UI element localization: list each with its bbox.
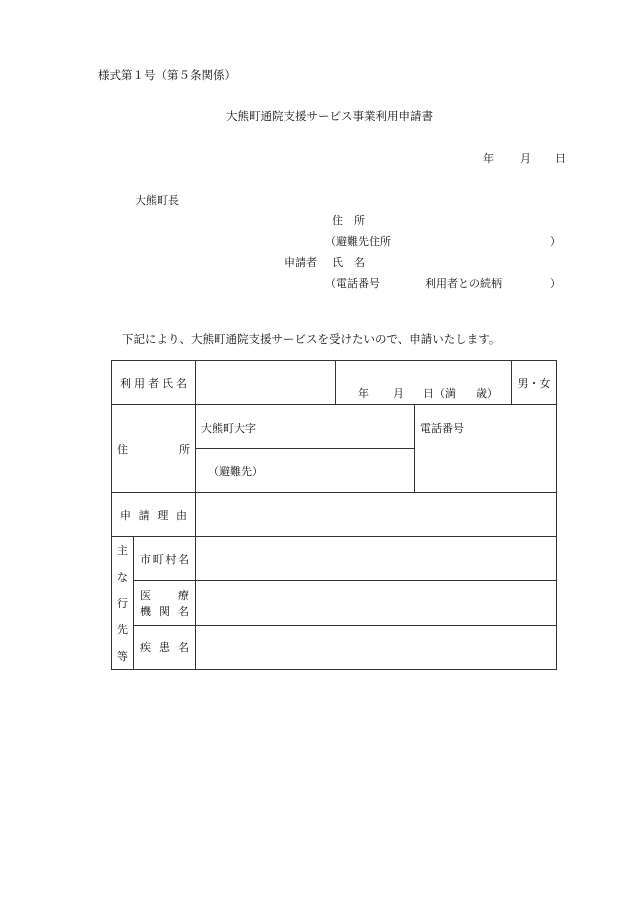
gender-field[interactable]: 男・女	[512, 361, 557, 405]
row-medical	[112, 581, 557, 625]
row-address-1	[112, 405, 557, 449]
row-reason	[112, 493, 557, 537]
row-user-name	[112, 361, 557, 405]
disease-label: 疾 患 名	[134, 625, 196, 669]
destination-label: 主 な 行 先 等	[112, 537, 134, 670]
addressee: 大熊町長	[135, 194, 179, 207]
birthdate-field[interactable]: 年 月 日（満 歳）	[336, 361, 512, 405]
date-year: 年	[483, 152, 494, 165]
date-month: 月	[520, 152, 531, 165]
applicant-address-label: 住 所	[332, 214, 365, 227]
reason-label: 申 請 理 由	[112, 493, 196, 537]
applicant-phone-label: （電話番号	[325, 277, 380, 290]
phone-field[interactable]: 電話番号	[415, 405, 557, 493]
user-name-field[interactable]	[196, 361, 336, 405]
address-field[interactable]: 大熊町大字	[196, 405, 415, 449]
applicant-name-label: 氏 名	[332, 256, 365, 269]
row-municipality	[112, 537, 557, 581]
address-label: 住 所	[112, 405, 196, 493]
application-table	[111, 360, 557, 670]
applicant-role-label: 申請者	[284, 256, 317, 269]
disease-field[interactable]	[196, 625, 557, 669]
applicant-phone-close: ）	[550, 277, 561, 290]
document-title: 大熊町通院支援サービス事業利用申請書	[226, 109, 433, 123]
medical-institution-field[interactable]	[196, 581, 557, 625]
evacuation-field[interactable]: （避難先）	[196, 449, 415, 493]
user-name-label: 利 用 者 氏 名	[112, 361, 196, 405]
municipality-label: 市 町 村 名	[134, 537, 196, 581]
intro-text: 下記により、大熊町通院支援サービスを受けたいので、申請いたします。	[122, 332, 501, 346]
reason-field[interactable]	[196, 493, 557, 537]
medical-institution-label: 医 療 機 関 名	[134, 581, 196, 625]
municipality-field[interactable]	[196, 537, 557, 581]
row-disease	[112, 625, 557, 669]
applicant-evacuation-label: （避難先住所	[325, 235, 391, 248]
date-day: 日	[555, 152, 566, 165]
form-number: 様式第１号（第５条関係）	[98, 68, 236, 82]
applicant-relation-label: 利用者との続柄	[425, 277, 502, 290]
applicant-evacuation-close: ）	[550, 235, 561, 248]
